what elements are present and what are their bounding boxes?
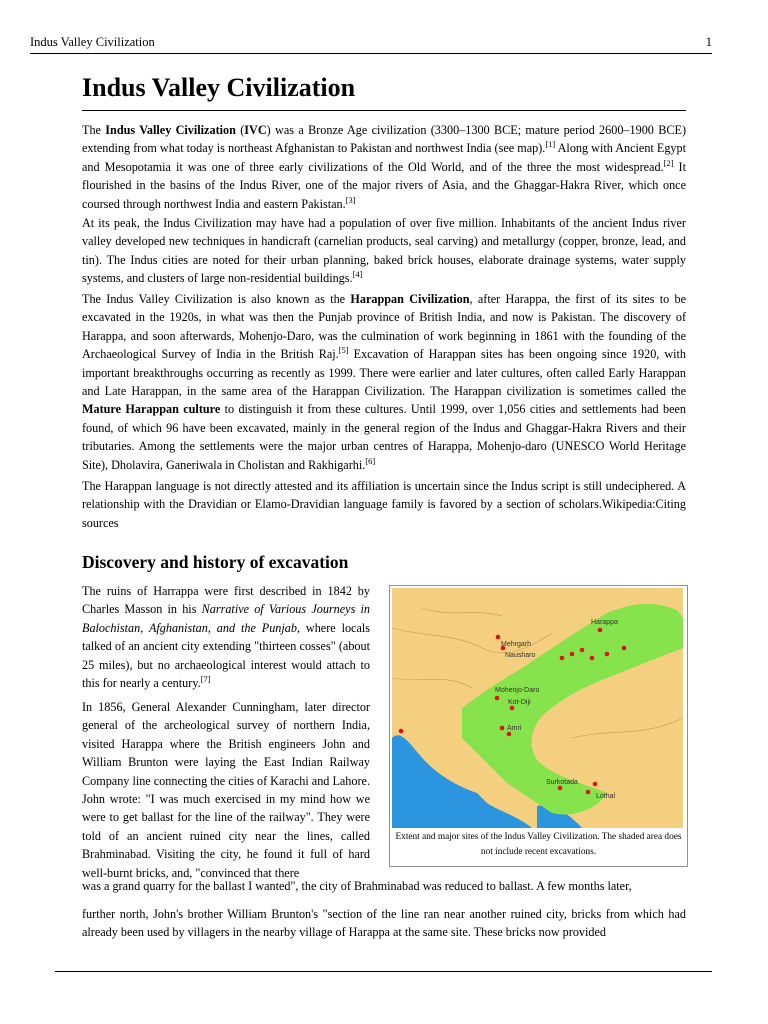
label-mohenjodaro: Mohenjo-Daro	[495, 687, 540, 694]
map-figure	[389, 585, 688, 867]
site-marker	[510, 706, 515, 711]
section-paragraph-2-continued: was a grand quarry for the ballast I wanted", the city of Brahminabad was reduced to ballast. A few months later,	[82, 879, 632, 893]
footer-rule	[55, 971, 712, 972]
site-marker	[558, 786, 563, 791]
title-rule	[82, 110, 686, 111]
page-title: Indus Valley Civilization	[82, 73, 356, 102]
site-marker	[590, 656, 595, 661]
label-nausharo: Nausharo	[505, 652, 536, 659]
section-paragraph-1: The ruins of Harrappa were first described in 1842 by Charles Masson in his Narrative of Various Journeys in Balochistan, Afghanistan, and the Punjab, where locals talked of an ancient city extending "thirteen cosses" (about 25 miles), but no archaeological interest would attach to this for nearly a century.[7]	[82, 584, 371, 691]
map-caption: Extent and major sites of the Indus Valley Civilization. The shaded area does not include recent excavations.	[395, 832, 682, 857]
running-title: Indus Valley Civilization	[30, 35, 155, 49]
citation-link[interactable]: [1]	[545, 139, 556, 150]
site-marker	[496, 635, 501, 640]
site-marker	[500, 726, 505, 731]
label-harappa: Harappa	[591, 619, 618, 626]
section-paragraph-3: further north, John's brother William Brunton's "section of the line ran near another ruined city, bricks from which had already been used by villagers in the nearby village of Harappa at the same site. These bricks now provided	[82, 907, 686, 940]
label-lothal: Lothal	[596, 793, 616, 800]
site-marker	[622, 646, 627, 651]
site-marker	[560, 656, 565, 661]
site-marker	[570, 652, 575, 657]
section-heading: Discovery and history of excavation	[82, 552, 349, 572]
site-marker	[399, 729, 404, 734]
indus-valley-map	[392, 588, 683, 828]
site-marker	[598, 628, 603, 633]
label-kotdiji: Kot-Diji	[508, 699, 531, 706]
citation-link[interactable]: [3]	[345, 194, 356, 205]
citation-link[interactable]: [4]	[352, 269, 363, 280]
section-paragraph-2: In 1856, General Alexander Cunningham, later director general of the archeological survey of northern India, visited Harappa where the British engineers John and William Brunton were laying the East Indian Railway Company line connecting the cities of Karachi and Lahore. John wrote: "I was much exercised in my mind how we were to get ballast for the line of the railway". They were told of an ancient ruined city near the lines, called Brahminabad. Visiting the city, he found it full of hard well-burnt bricks, and, "convinced that there	[82, 700, 370, 880]
label-mehrgarh: Mehrgarh	[501, 641, 531, 648]
intro-paragraph-3: The Indus Valley Civilization is also known as the Harappan Civilization, after Harappa, the first of its sites to be excavated in the 1920s, in what was then the Punjab province of British India, and now is Pakistan. The discovery of Harappa, and soon afterwards, Mohenjo-Daro, was the culmination of work beginning in 1861 with the founding of the Archaeological Survey of India in the British Raj.[5] Excavation of Harappan sites has been ongoing since 1920, with important breakthroughs occurring as recently as 1999. There were earlier and later cultures, often called Early Harappan and Late Harappan, in the same area of the Harappan Civilization. The Harappan civilization is sometimes called the Mature Harappan culture to distinguish it from these cultures. Until 1999, over 1,056 cities and settlements had been found, of which 96 have been excavated, mainly in the general region of the Indus and Ghaggar-Hakra Rivers and their tributaries. Among the settlements were the major urban centres of Harappa, Mohenjo-daro (UNESCO World Heritage Site), Dholavira, Ganeriwala in Cholistan and Rakhigarhi.[6]	[82, 292, 687, 472]
intro-paragraph-1: The Indus Valley Civilization (IVC) was a Bronze Age civilization (3300–1300 BCE; mature period 2600–1900 BCE) extending from what today is northeast Afghanistan to Pakistan and northwest India (see map).[1] Along with Ancient Egypt and Mesopotamia it was one of three early civilizations of the Old World, and of the three the most widespread.[2] It flourished in the basins of the Indus River, one of the major rivers of Asia, and the Ghaggar-Hakra River, which once coursed through northwest India and eastern Pakistan.[3]	[82, 123, 687, 211]
label-surkotada: Surkotada	[546, 779, 578, 786]
intro-paragraph-4: The Harappan language is not directly attested and its affiliation is uncertain since the Indus script is still undeciphered. A relationship with the Dravidian or Elamo-Dravidian language family is favored by a section of scholars.Wikipedia:Citing sources	[82, 479, 686, 530]
site-marker	[580, 648, 585, 653]
site-marker	[605, 652, 610, 657]
site-marker	[593, 782, 598, 787]
site-marker	[507, 732, 512, 737]
intro-paragraph-2: At its peak, the Indus Civilization may have had a population of over five million. Inhabitants of the ancient Indus river valley developed new techniques in handicraft (carnelian products, seal carving) and metallurgy (copper, bronze, lead, and tin). The Indus cities are noted for their urban planning, baked brick houses, elaborate drainage systems, water supply systems, and clusters of large non-residential buildings.[4]	[82, 216, 686, 286]
citation-link[interactable]: [5]	[338, 345, 349, 356]
citation-link[interactable]: [7]	[200, 674, 211, 685]
site-marker	[495, 696, 500, 701]
site-marker	[586, 790, 591, 795]
citation-link[interactable]: [6]	[365, 455, 376, 466]
page-number: 1	[705, 35, 712, 49]
citation-link[interactable]: [2]	[663, 157, 674, 168]
page-header	[30, 33, 712, 54]
label-amri: Amri	[507, 725, 522, 732]
